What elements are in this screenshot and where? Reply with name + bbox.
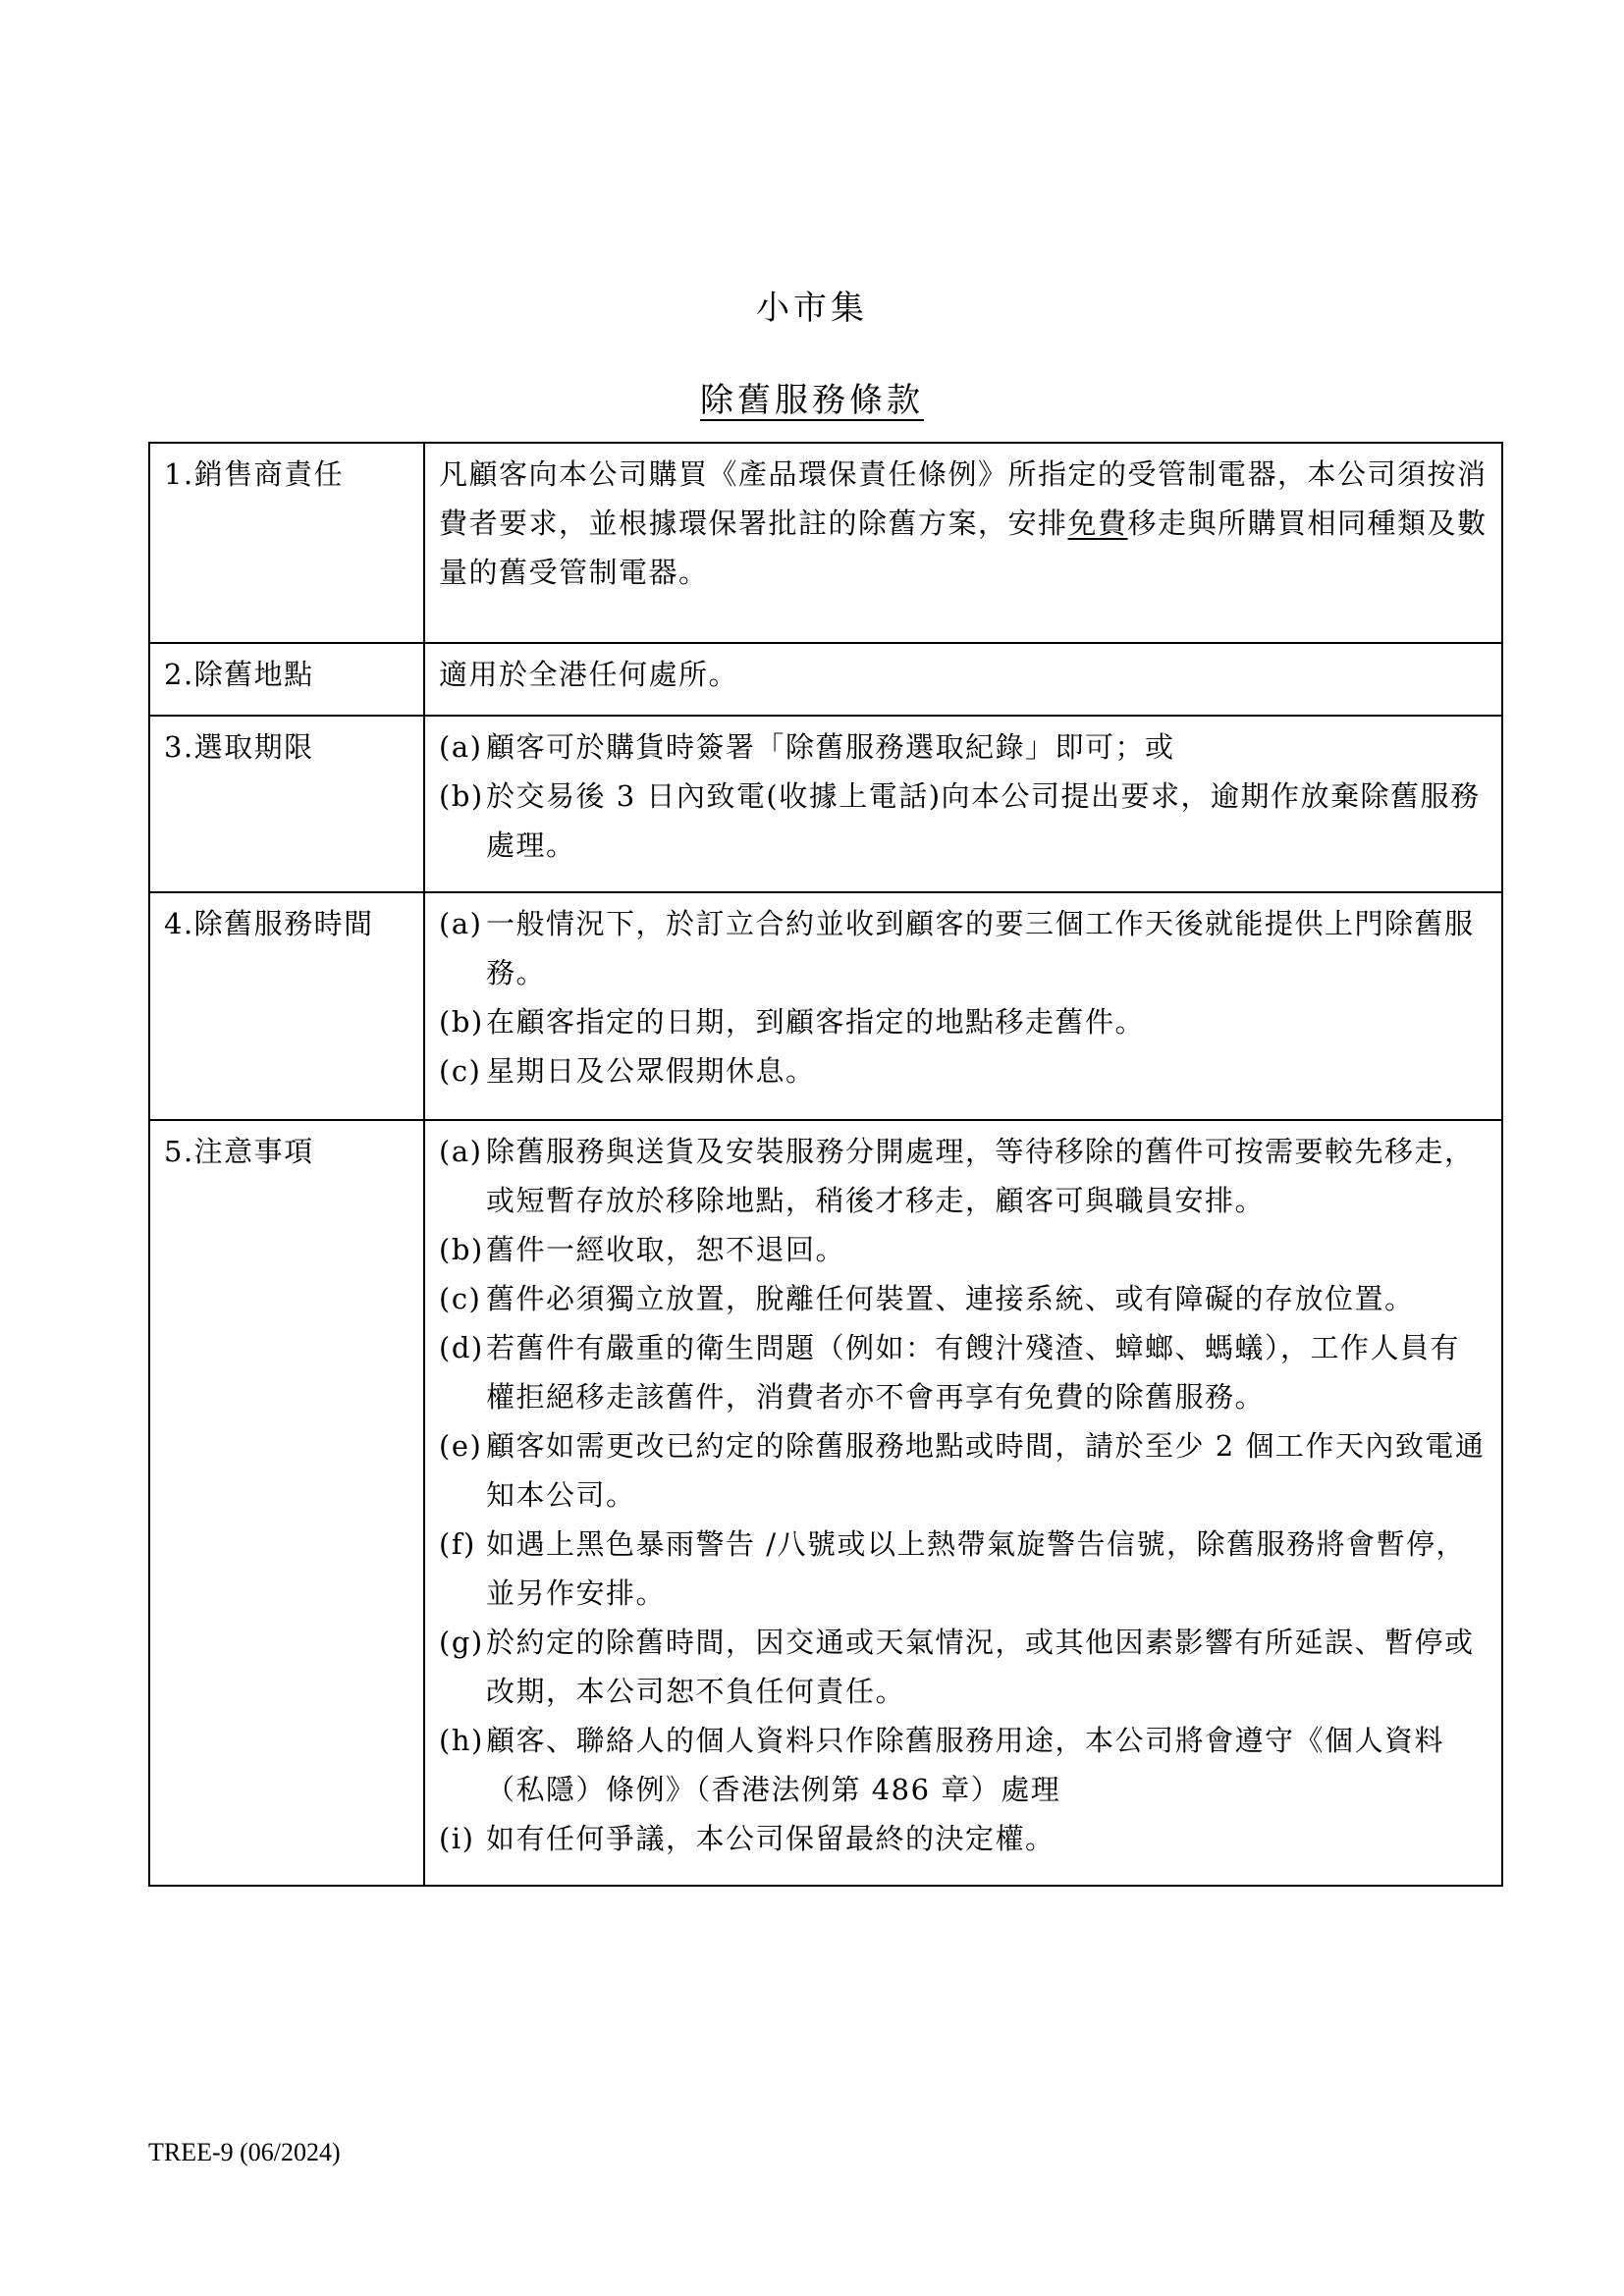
item-text: 舊件一經收取，恕不退回。: [486, 1233, 846, 1266]
item-text: 顧客如需更改已約定的除舊服務地點或時間，請於至少 2 個工作天內致電通知本公司。: [486, 1429, 1486, 1512]
section-label: 1.銷售商責任: [149, 443, 424, 643]
item-text: 若舊件有嚴重的衛生問題（例如：有餿汁殘渣、蟑螂、螞蟻），工作人員有權拒絕移走該舊件，消費者亦不會再享有免費的除舊服務。: [486, 1331, 1461, 1414]
item-marker: (d): [439, 1331, 484, 1364]
item-text: 如有任何爭議，本公司保留最終的決定權。: [486, 1822, 1056, 1855]
item-marker: (b): [439, 1005, 484, 1039]
table-row: [149, 892, 1502, 1120]
document-title: [0, 373, 1624, 421]
item-marker: (h): [439, 1724, 484, 1757]
item-text: 如遇上黑色暴雨警告 /八號或以上熱帶氣旋警告信號，除舊服務將會暫停，並另作安排。: [486, 1527, 1466, 1610]
item-text: 顧客、聯絡人的個人資料只作除舊服務用途，本公司將會遵守《個人資料（私隱）條例》（香港法例第 486 章）處理: [486, 1724, 1445, 1806]
list-item: [439, 1520, 1488, 1618]
list-item: [439, 1323, 1488, 1421]
section-label: 4.除舊服務時間: [149, 892, 424, 1120]
item-marker: (b): [439, 1233, 484, 1266]
list-item: [439, 1127, 1488, 1225]
section-label: 2.除舊地點: [149, 643, 424, 716]
item-marker: (i): [439, 1822, 475, 1855]
list-item: [439, 1274, 1488, 1323]
list-item: [439, 1814, 1488, 1863]
section-content: [424, 1120, 1502, 1886]
section-text: 移走與所購買相同種類及數量的舊受管制電器。: [439, 507, 1488, 589]
section-text: 凡顧客向本公司購買《產品環保責任條例》所指定的受管制電器，本公司須按消費者要求，並根據環保署批註的除舊方案，安排: [439, 457, 1488, 540]
list-item: [439, 1716, 1488, 1814]
list-item: [439, 722, 1488, 772]
item-text: 於交易後 3 日內致電(收據上電話)向本公司提出要求，逾期作放棄除舊服務處理。: [486, 779, 1481, 862]
section-content: 適用於全港任何處所。: [424, 643, 1502, 716]
list-item: [439, 1225, 1488, 1274]
list-item: [439, 1421, 1488, 1520]
item-text: 顧客可於購貨時簽署「除舊服務選取紀錄」即可；或: [486, 730, 1175, 764]
item-text: 於約定的除舊時間，因交通或天氣情況，或其他因素影響有所延誤、暫停或改期，本公司恕不負任何責任。: [486, 1626, 1475, 1708]
company-name: 小市集: [756, 289, 868, 328]
section-label: 5.注意事項: [149, 1120, 424, 1886]
item-marker: (a): [439, 730, 483, 764]
section-content: [424, 443, 1502, 643]
terms-table: [148, 442, 1503, 1887]
list-item: [439, 997, 1488, 1046]
item-text: 一般情況下，於訂立合約並收到顧客的要三個工作天後就能提供上門除舊服務。: [486, 907, 1475, 989]
item-marker: (a): [439, 907, 483, 940]
table-row: [149, 643, 1502, 716]
form-code: TREE-9 (06/2024): [148, 2138, 341, 2166]
item-marker: (a): [439, 1135, 483, 1168]
list-item: [439, 1046, 1488, 1095]
section-content: [424, 892, 1502, 1120]
item-marker: (e): [439, 1429, 483, 1463]
item-marker: (c): [439, 1282, 482, 1315]
item-text: 舊件必須獨立放置，脫離任何裝置、連接系統、或有障礙的存放位置。: [486, 1282, 1415, 1315]
list-item: [439, 1618, 1488, 1716]
section-content: [424, 716, 1502, 892]
item-text: 星期日及公眾假期休息。: [486, 1054, 816, 1088]
item-marker: (g): [439, 1626, 484, 1659]
item-marker: (c): [439, 1054, 482, 1088]
table-row: [149, 443, 1502, 643]
list-item: [439, 899, 1488, 997]
item-marker: (b): [439, 779, 484, 813]
free-emphasis: 免費: [1067, 507, 1128, 540]
item-text: 在顧客指定的日期，到顧客指定的地點移走舊件。: [486, 1005, 1146, 1039]
document-title-text: 除舊服務條款: [700, 381, 924, 420]
list-item: [439, 772, 1488, 870]
table-row: [149, 716, 1502, 892]
item-marker: (f): [439, 1527, 476, 1561]
table-row: [149, 1120, 1502, 1886]
item-text: 除舊服務與送貨及安裝服務分開處理，等待移除的舊件可按需要較先移走，或短暫存放於移除地點，稍後才移走，顧客可與職員安排。: [486, 1135, 1475, 1217]
section-label: 3.選取期限: [149, 716, 424, 892]
